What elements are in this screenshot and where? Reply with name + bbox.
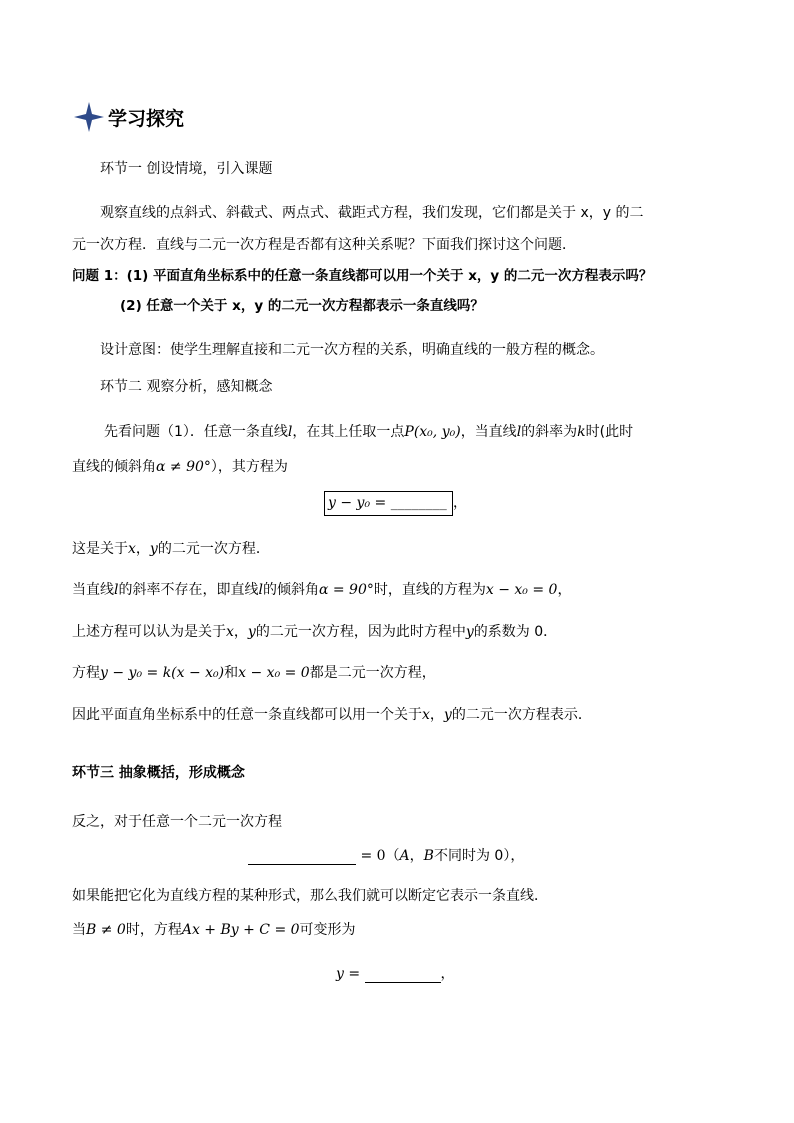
analysis-line-6: 方程y − y₀ = k(x − x₀)和x − x₀ = 0都是二元一次方程， bbox=[72, 665, 436, 681]
equation-2-blank bbox=[248, 850, 356, 865]
section-title: 学习探究 bbox=[108, 108, 185, 130]
equation-1-box: y − y₀ = ________ bbox=[324, 491, 453, 516]
paragraph-1-line-1: 观察直线的点斜式、斜截式、两点式、截距式方程，我们发现，它们都是关于 x，y 的二 bbox=[100, 205, 644, 221]
design-intent: 设计意图：使学生理解直接和二元一次方程的关系，明确直线的一般方程的概念。 bbox=[100, 342, 604, 358]
math-x-minus-x0: x − x₀ = 0 bbox=[485, 582, 558, 598]
equation-3: y = ， bbox=[336, 966, 455, 982]
math-B-ne-0: B ≠ 0 bbox=[86, 922, 126, 938]
section-2-heading: 环节二 观察分析，感知概念 bbox=[100, 379, 273, 395]
analysis-line-7: 因此平面直角坐标系中的任意一条直线都可以用一个关于x，y的二元一次方程表示． bbox=[72, 707, 592, 723]
abstract-line-2: 如果能把它化为直线方程的某种形式，那么我们就可以断定它表示一条直线． bbox=[72, 888, 548, 904]
equation-3-blank bbox=[365, 968, 441, 983]
section-1-heading: 环节一 创设情境，引入课题 bbox=[100, 161, 273, 177]
math-alpha-ne: α ≠ 90° bbox=[156, 459, 211, 475]
math-k: k bbox=[577, 424, 586, 440]
analysis-line-2: 直线的倾斜角α ≠ 90°），其方程为 bbox=[72, 459, 288, 475]
equation-2: = 0（A，B不同时为 0）， bbox=[248, 845, 524, 865]
abstract-line-3: 当B ≠ 0时，方程Ax + By + C = 0可变形为 bbox=[72, 922, 356, 938]
paragraph-1-line-2: 元一次方程．直线与二元一次方程是否都有这种关系呢？下面我们探讨这个问题． bbox=[72, 237, 576, 253]
math-l: l bbox=[287, 424, 293, 440]
equation-1: y − y₀ = ________ ， bbox=[324, 491, 467, 516]
section-3-heading: 环节三 抽象概括，形成概念 bbox=[72, 765, 245, 781]
question-1-part-1: 问题 1：(1) 平面直角坐标系中的任意一条直线都可以用一个关于 x，y 的二元一次方程表示吗？ bbox=[72, 268, 653, 284]
abstract-line-1: 反之，对于任意一个二元一次方程 bbox=[72, 814, 282, 830]
math-point-P: P(x₀, y₀) bbox=[404, 424, 461, 440]
four-point-star-icon bbox=[72, 100, 106, 134]
analysis-line-1: 先看问题（1）．任意一条直线l，在其上任取一点P(x₀, y₀)，当直线l的斜率为k时(此时 bbox=[104, 424, 634, 440]
analysis-line-3: 这是关于x，y的二元一次方程． bbox=[72, 541, 270, 557]
analysis-line-5: 上述方程可以认为是关于x，y的二元一次方程，因为此时方程中y的系数为 0． bbox=[72, 624, 558, 640]
analysis-line-4: 当直线l的斜率不存在，即直线l的倾斜角α = 90°时，直线的方程为x − x₀ = 0， bbox=[72, 582, 572, 598]
math-alpha-eq: α = 90° bbox=[318, 582, 374, 598]
question-1-part-2: (2) 任意一个关于 x，y 的二元一次方程都表示一条直线吗？ bbox=[120, 298, 484, 314]
math-point-slope: y − y₀ = k(x − x₀) bbox=[100, 665, 225, 681]
math-general-form: Ax + By + C = 0 bbox=[181, 922, 300, 938]
